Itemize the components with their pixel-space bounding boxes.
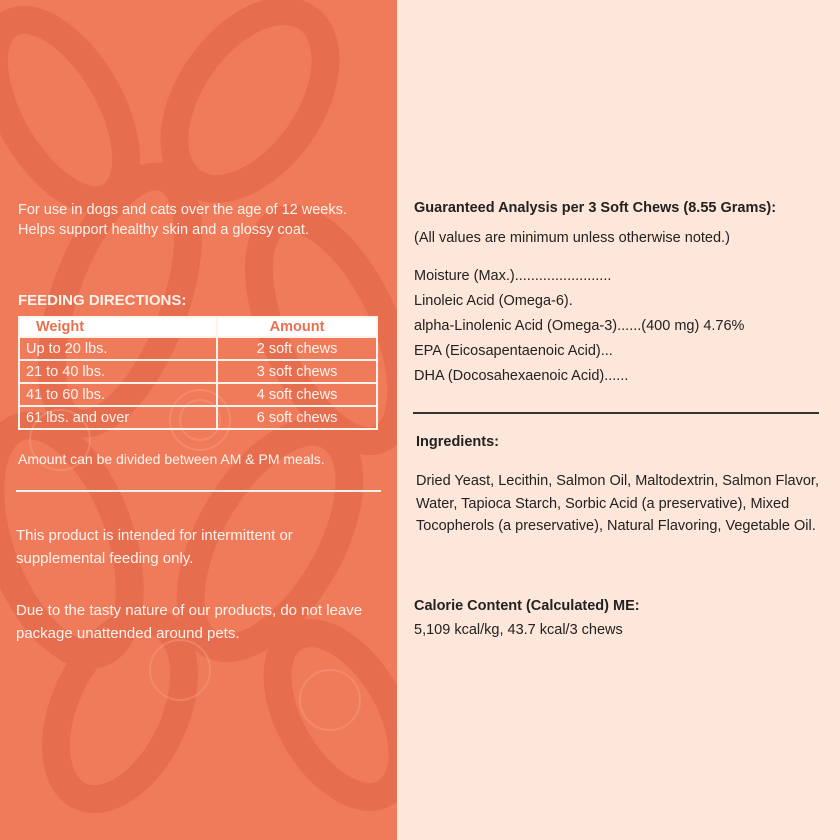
left-panel [0, 0, 397, 840]
right-panel [397, 0, 840, 840]
table-row [19, 383, 377, 406]
analysis-note: (All values are minimum unless otherwise noted.) [414, 230, 730, 246]
feeding-directions-heading: FEEDING DIRECTIONS: [18, 292, 187, 309]
table-row [19, 337, 377, 360]
feeding-table [18, 316, 378, 430]
amount-cell: 4 soft chews [217, 383, 377, 406]
analysis-item: DHA (Docosahexaenoic Acid)...... [414, 368, 629, 384]
amount-cell: 2 soft chews [217, 337, 377, 360]
analysis-item: Moisture (Max.)........................ [414, 268, 612, 284]
calorie-heading: Calorie Content (Calculated) ME: [414, 598, 640, 614]
ingredients-text: Dried Yeast, Lecithin, Salmon Oil, Maltodextrin, Salmon Flavor, Water, Tapioca Starch, Sorbic Acid (a preservative), Mixed Tocopherols (a preservative), Natural Flavoring, Vegetable Oil. [416, 473, 819, 534]
ingredients-heading: Ingredients: [416, 434, 499, 450]
divider [413, 412, 819, 414]
weight-cell: 21 to 40 lbs. [19, 360, 217, 383]
amount-cell: 6 soft chews [217, 406, 377, 429]
amount-note: Amount can be divided between AM & PM meals. [18, 451, 325, 467]
calorie-value: 5,109 kcal/kg, 43.7 kcal/3 chews [414, 622, 623, 638]
intermittent-feeding-text: This product is intended for intermittent or supplemental feeding only. [16, 527, 293, 567]
warning-text: Due to the tasty nature of our products, do not leave package unattended around pets. [16, 602, 363, 642]
amount-cell: 3 soft chews [217, 360, 377, 383]
column-header-amount: Amount [217, 317, 377, 337]
column-header-weight: Weight [19, 317, 217, 337]
analysis-heading: Guaranteed Analysis per 3 Soft Chews (8.55 Grams): [414, 200, 777, 216]
analysis-item: Linoleic Acid (Omega-6). [414, 293, 573, 309]
table-row [19, 360, 377, 383]
divider [16, 490, 381, 492]
table-header-row [19, 317, 377, 337]
weight-cell: Up to 20 lbs. [19, 337, 217, 360]
weight-cell: 41 to 60 lbs. [19, 383, 217, 406]
intro-text: For use in dogs and cats over the age of 12 weeks. Helps support healthy skin and a glossy coat. [18, 202, 347, 238]
analysis-item: alpha-Linolenic Acid (Omega-3)......(400 mg) 4.76% [414, 318, 745, 334]
analysis-item: EPA (Eicosapentaenoic Acid)... [414, 343, 613, 359]
table-row [19, 406, 377, 429]
weight-cell: 61 lbs. and over [19, 406, 217, 429]
